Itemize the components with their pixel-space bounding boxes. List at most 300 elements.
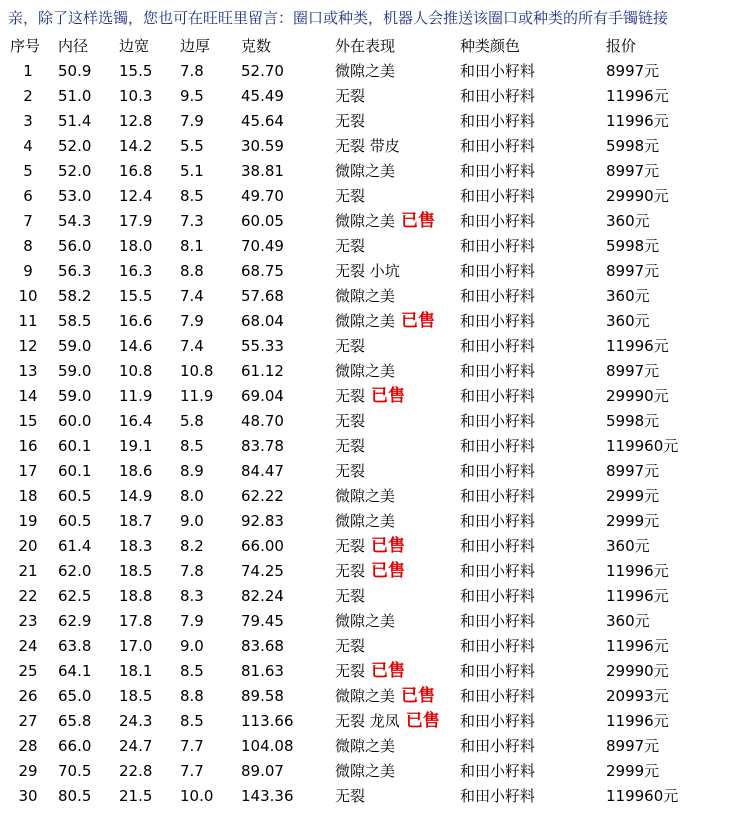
cell-weight: 104.08 [241,737,294,755]
cell-price: 8997元 [606,62,660,80]
cell-appearance [335,184,365,209]
cell-thickness: 10.8 [180,362,214,380]
cell-number: 10 [18,287,38,305]
cell-inner-diameter: 62.0 [58,562,92,580]
cell-weight: 92.83 [241,512,284,530]
cell-inner-diameter: 60.1 [58,437,92,455]
table-row [0,609,751,634]
cell-appearance [335,284,395,309]
cell-type-color: 和田小籽料 [460,412,536,430]
cell-inner-diameter: 50.9 [58,62,92,80]
cell-appearance [335,609,395,634]
cell-number: 3 [23,112,33,130]
cell-number: 15 [18,412,38,430]
cell-inner-diameter: 52.0 [58,162,92,180]
cell-price: 2999元 [606,487,660,505]
cell-thickness: 8.9 [180,462,204,480]
cell-weight: 89.07 [241,762,284,780]
appearance-text: 无裂 [335,562,366,580]
cell-thickness: 8.2 [180,537,204,555]
cell-width: 12.8 [119,112,153,130]
cell-price: 11996元 [606,87,669,105]
cell-thickness: 7.4 [180,337,204,355]
cell-appearance [335,659,405,684]
cell-width: 18.8 [119,587,153,605]
cell-price: 11996元 [606,112,669,130]
cell-weight: 30.59 [241,137,284,155]
cell-price: 29990元 [606,387,669,405]
table-header-row [0,34,751,59]
sold-badge: 已售 [371,561,406,581]
cell-width: 16.6 [119,312,153,330]
cell-thickness: 7.8 [180,562,204,580]
table-row [0,59,751,84]
cell-weight: 84.47 [241,462,284,480]
cell-inner-diameter: 59.0 [58,337,92,355]
cell-number: 21 [18,562,38,580]
cell-width: 17.0 [119,637,153,655]
appearance-text: 无裂 [335,187,366,205]
column-header-weight: 克数 [241,37,272,55]
cell-inner-diameter: 56.3 [58,262,92,280]
table-row [0,559,751,584]
cell-type-color: 和田小籽料 [460,687,536,705]
cell-inner-diameter: 65.8 [58,712,92,730]
cell-width: 24.3 [119,712,153,730]
cell-thickness: 7.3 [180,212,204,230]
cell-thickness: 11.9 [180,387,214,405]
cell-inner-diameter: 54.3 [58,212,92,230]
column-header-type: 种类颜色 [460,37,521,55]
table-row [0,384,751,409]
table-row [0,534,751,559]
cell-thickness: 8.5 [180,662,204,680]
cell-type-color: 和田小籽料 [460,387,536,405]
cell-width: 18.5 [119,687,153,705]
cell-width: 12.4 [119,187,153,205]
cell-number: 23 [18,612,38,630]
table-row [0,159,751,184]
appearance-text: 微隙之美 [335,312,396,330]
table-row [0,659,751,684]
cell-inner-diameter: 62.5 [58,587,92,605]
cell-price: 20993元 [606,687,669,705]
cell-appearance [335,534,405,559]
sold-badge: 已售 [401,211,436,231]
cell-width: 15.5 [119,287,153,305]
cell-type-color: 和田小籽料 [460,162,536,180]
table-row [0,434,751,459]
cell-width: 24.7 [119,737,153,755]
cell-weight: 82.24 [241,587,284,605]
column-header-price: 报价 [606,37,637,55]
cell-price: 11996元 [606,337,669,355]
appearance-text: 无裂 [335,787,366,805]
cell-weight: 69.04 [241,387,284,405]
cell-type-color: 和田小籽料 [460,262,536,280]
cell-type-color: 和田小籽料 [460,487,536,505]
cell-width: 14.2 [119,137,153,155]
cell-width: 21.5 [119,787,153,805]
cell-price: 119960元 [606,787,679,805]
cell-price: 2999元 [606,762,660,780]
appearance-text: 无裂 [335,587,366,605]
table-row [0,684,751,709]
table-row [0,734,751,759]
cell-weight: 68.04 [241,312,284,330]
cell-type-color: 和田小籽料 [460,87,536,105]
cell-type-color: 和田小籽料 [460,112,536,130]
cell-type-color: 和田小籽料 [460,462,536,480]
cell-appearance [335,309,435,334]
cell-inner-diameter: 60.1 [58,462,92,480]
cell-type-color: 和田小籽料 [460,762,536,780]
cell-type-color: 和田小籽料 [460,212,536,230]
appearance-text: 无裂 [335,337,366,355]
table-row [0,334,751,359]
cell-width: 18.6 [119,462,153,480]
cell-type-color: 和田小籽料 [460,437,536,455]
cell-type-color: 和田小籽料 [460,237,536,255]
cell-price: 360元 [606,287,650,305]
cell-number: 14 [18,387,38,405]
cell-appearance [335,784,365,809]
cell-number: 12 [18,337,38,355]
cell-inner-diameter: 59.0 [58,362,92,380]
table-row [0,234,751,259]
cell-type-color: 和田小籽料 [460,312,536,330]
cell-number: 28 [18,737,38,755]
cell-appearance [335,709,440,734]
cell-type-color: 和田小籽料 [460,787,536,805]
cell-number: 13 [18,362,38,380]
table-row [0,284,751,309]
cell-width: 15.5 [119,62,153,80]
cell-inner-diameter: 66.0 [58,737,92,755]
cell-appearance [335,684,435,709]
cell-width: 18.5 [119,562,153,580]
appearance-text: 微隙之美 [335,162,396,180]
cell-appearance [335,134,400,159]
cell-type-color: 和田小籽料 [460,537,536,555]
cell-thickness: 7.4 [180,287,204,305]
appearance-text: 无裂 带皮 [335,137,400,155]
cell-price: 11996元 [606,562,669,580]
cell-number: 2 [23,87,33,105]
cell-number: 22 [18,587,38,605]
appearance-text: 无裂 [335,387,366,405]
cell-appearance [335,584,365,609]
cell-number: 5 [23,162,33,180]
appearance-text: 微隙之美 [335,487,396,505]
cell-thickness: 8.5 [180,712,204,730]
table-row [0,459,751,484]
appearance-text: 微隙之美 [335,762,396,780]
cell-price: 11996元 [606,587,669,605]
sold-badge: 已售 [401,311,436,331]
cell-appearance [335,484,395,509]
appearance-text: 无裂 [335,237,366,255]
cell-appearance [335,259,400,284]
cell-weight: 62.22 [241,487,284,505]
cell-appearance [335,109,365,134]
sold-badge: 已售 [371,536,406,556]
cell-inner-diameter: 60.0 [58,412,92,430]
cell-appearance [335,634,365,659]
cell-width: 10.8 [119,362,153,380]
cell-price: 29990元 [606,187,669,205]
cell-width: 18.3 [119,537,153,555]
cell-price: 360元 [606,312,650,330]
cell-number: 11 [18,312,38,330]
cell-inner-diameter: 62.9 [58,612,92,630]
cell-appearance [335,209,435,234]
table-row [0,259,751,284]
table-row [0,509,751,534]
cell-thickness: 9.0 [180,512,204,530]
cell-width: 17.9 [119,212,153,230]
cell-thickness: 9.5 [180,87,204,105]
cell-price: 29990元 [606,662,669,680]
appearance-text: 无裂 [335,462,366,480]
cell-number: 24 [18,637,38,655]
cell-number: 8 [23,237,33,255]
cell-price: 360元 [606,612,650,630]
cell-number: 4 [23,137,33,155]
cell-price: 5998元 [606,412,660,430]
cell-appearance [335,759,395,784]
appearance-text: 微隙之美 [335,62,396,80]
table-row [0,84,751,109]
table-row [0,309,751,334]
cell-width: 18.1 [119,662,153,680]
cell-weight: 83.78 [241,437,284,455]
cell-weight: 70.49 [241,237,284,255]
appearance-text: 无裂 [335,112,366,130]
cell-inner-diameter: 58.2 [58,287,92,305]
cell-inner-diameter: 51.0 [58,87,92,105]
cell-number: 9 [23,262,33,280]
cell-thickness: 5.8 [180,412,204,430]
cell-price: 360元 [606,212,650,230]
appearance-text: 微隙之美 [335,612,396,630]
cell-inner-diameter: 70.5 [58,762,92,780]
cell-thickness: 7.9 [180,612,204,630]
cell-width: 10.3 [119,87,153,105]
cell-number: 26 [18,687,38,705]
table-row [0,134,751,159]
cell-type-color: 和田小籽料 [460,737,536,755]
cell-weight: 68.75 [241,262,284,280]
cell-width: 14.6 [119,337,153,355]
cell-appearance [335,459,365,484]
cell-width: 16.8 [119,162,153,180]
sold-badge: 已售 [371,661,406,681]
cell-weight: 61.12 [241,362,284,380]
cell-weight: 79.45 [241,612,284,630]
cell-type-color: 和田小籽料 [460,362,536,380]
cell-appearance [335,359,395,384]
cell-appearance [335,59,395,84]
appearance-text: 微隙之美 [335,512,396,530]
table-row [0,784,751,809]
cell-weight: 113.66 [241,712,294,730]
cell-width: 17.8 [119,612,153,630]
cell-inner-diameter: 59.0 [58,387,92,405]
cell-number: 1 [23,62,33,80]
cell-weight: 38.81 [241,162,284,180]
cell-thickness: 7.9 [180,112,204,130]
column-header-thickness: 边厚 [180,37,211,55]
table-row [0,484,751,509]
cell-inner-diameter: 63.8 [58,637,92,655]
cell-price: 8997元 [606,162,660,180]
cell-weight: 89.58 [241,687,284,705]
cell-appearance [335,159,395,184]
appearance-text: 微隙之美 [335,737,396,755]
cell-thickness: 7.7 [180,737,204,755]
cell-thickness: 10.0 [180,787,214,805]
cell-thickness: 7.9 [180,312,204,330]
cell-inner-diameter: 60.5 [58,487,92,505]
cell-thickness: 8.5 [180,187,204,205]
column-header-inner-diameter: 内径 [58,37,89,55]
cell-type-color: 和田小籽料 [460,187,536,205]
cell-inner-diameter: 80.5 [58,787,92,805]
cell-number: 27 [18,712,38,730]
cell-weight: 60.05 [241,212,284,230]
cell-weight: 143.36 [241,787,294,805]
appearance-text: 无裂 [335,537,366,555]
cell-price: 8997元 [606,462,660,480]
cell-thickness: 5.1 [180,162,204,180]
cell-weight: 66.00 [241,537,284,555]
appearance-text: 无裂 [335,662,366,680]
appearance-text: 无裂 [335,412,366,430]
cell-thickness: 8.8 [180,687,204,705]
table-row [0,209,751,234]
cell-width: 11.9 [119,387,153,405]
table-row [0,709,751,734]
cell-weight: 81.63 [241,662,284,680]
cell-price: 119960元 [606,437,679,455]
cell-type-color: 和田小籽料 [460,137,536,155]
appearance-text: 无裂 小坑 [335,262,400,280]
cell-width: 14.9 [119,487,153,505]
cell-width: 19.1 [119,437,153,455]
cell-appearance [335,334,365,359]
cell-number: 17 [18,462,38,480]
cell-price: 11996元 [606,712,669,730]
table-row [0,584,751,609]
cell-price: 5998元 [606,137,660,155]
cell-thickness: 7.7 [180,762,204,780]
cell-inner-diameter: 61.4 [58,537,92,555]
appearance-text: 无裂 [335,87,366,105]
cell-type-color: 和田小籽料 [460,587,536,605]
cell-type-color: 和田小籽料 [460,287,536,305]
cell-type-color: 和田小籽料 [460,62,536,80]
cell-inner-diameter: 60.5 [58,512,92,530]
cell-width: 22.8 [119,762,153,780]
cell-type-color: 和田小籽料 [460,612,536,630]
sold-badge: 已售 [405,711,440,731]
cell-thickness: 8.8 [180,262,204,280]
cell-number: 30 [18,787,38,805]
cell-weight: 57.68 [241,287,284,305]
table-row [0,409,751,434]
column-header-width: 边宽 [119,37,150,55]
cell-inner-diameter: 52.0 [58,137,92,155]
cell-price: 5998元 [606,237,660,255]
cell-inner-diameter: 53.0 [58,187,92,205]
cell-thickness: 5.5 [180,137,204,155]
cell-weight: 45.64 [241,112,284,130]
cell-price: 8997元 [606,362,660,380]
cell-width: 18.0 [119,237,153,255]
appearance-text: 微隙之美 [335,362,396,380]
cell-inner-diameter: 58.5 [58,312,92,330]
appearance-text: 微隙之美 [335,212,396,230]
sold-badge: 已售 [401,686,436,706]
cell-type-color: 和田小籽料 [460,712,536,730]
cell-number: 19 [18,512,38,530]
cell-inner-diameter: 65.0 [58,687,92,705]
cell-type-color: 和田小籽料 [460,512,536,530]
cell-width: 16.3 [119,262,153,280]
cell-thickness: 8.5 [180,437,204,455]
table-row [0,634,751,659]
cell-number: 20 [18,537,38,555]
cell-appearance [335,434,365,459]
intro-message: 亲，除了这样选镯，您也可在旺旺里留言：圈口或种类，机器人会推送该圈口或种类的所有手镯链接 [8,9,669,27]
appearance-text: 微隙之美 [335,287,396,305]
cell-appearance [335,509,395,534]
cell-type-color: 和田小籽料 [460,662,536,680]
cell-inner-diameter: 64.1 [58,662,92,680]
cell-weight: 49.70 [241,187,284,205]
cell-type-color: 和田小籽料 [460,637,536,655]
cell-appearance [335,734,395,759]
cell-inner-diameter: 51.4 [58,112,92,130]
column-header-appearance: 外在表现 [335,37,396,55]
table-row [0,109,751,134]
cell-weight: 83.68 [241,637,284,655]
appearance-text: 无裂 [335,637,366,655]
cell-thickness: 8.3 [180,587,204,605]
cell-number: 18 [18,487,38,505]
cell-width: 16.4 [119,412,153,430]
cell-thickness: 7.8 [180,62,204,80]
cell-weight: 74.25 [241,562,284,580]
table-row [0,184,751,209]
column-header-number: 序号 [10,37,41,55]
cell-price: 360元 [606,537,650,555]
cell-price: 2999元 [606,512,660,530]
cell-number: 29 [18,762,38,780]
cell-inner-diameter: 56.0 [58,237,92,255]
cell-thickness: 8.1 [180,237,204,255]
table-row [0,359,751,384]
appearance-text: 无裂 龙凤 [335,712,400,730]
cell-weight: 45.49 [241,87,284,105]
cell-price: 8997元 [606,262,660,280]
cell-thickness: 9.0 [180,637,204,655]
cell-thickness: 8.0 [180,487,204,505]
cell-appearance [335,409,365,434]
cell-number: 25 [18,662,38,680]
cell-type-color: 和田小籽料 [460,337,536,355]
